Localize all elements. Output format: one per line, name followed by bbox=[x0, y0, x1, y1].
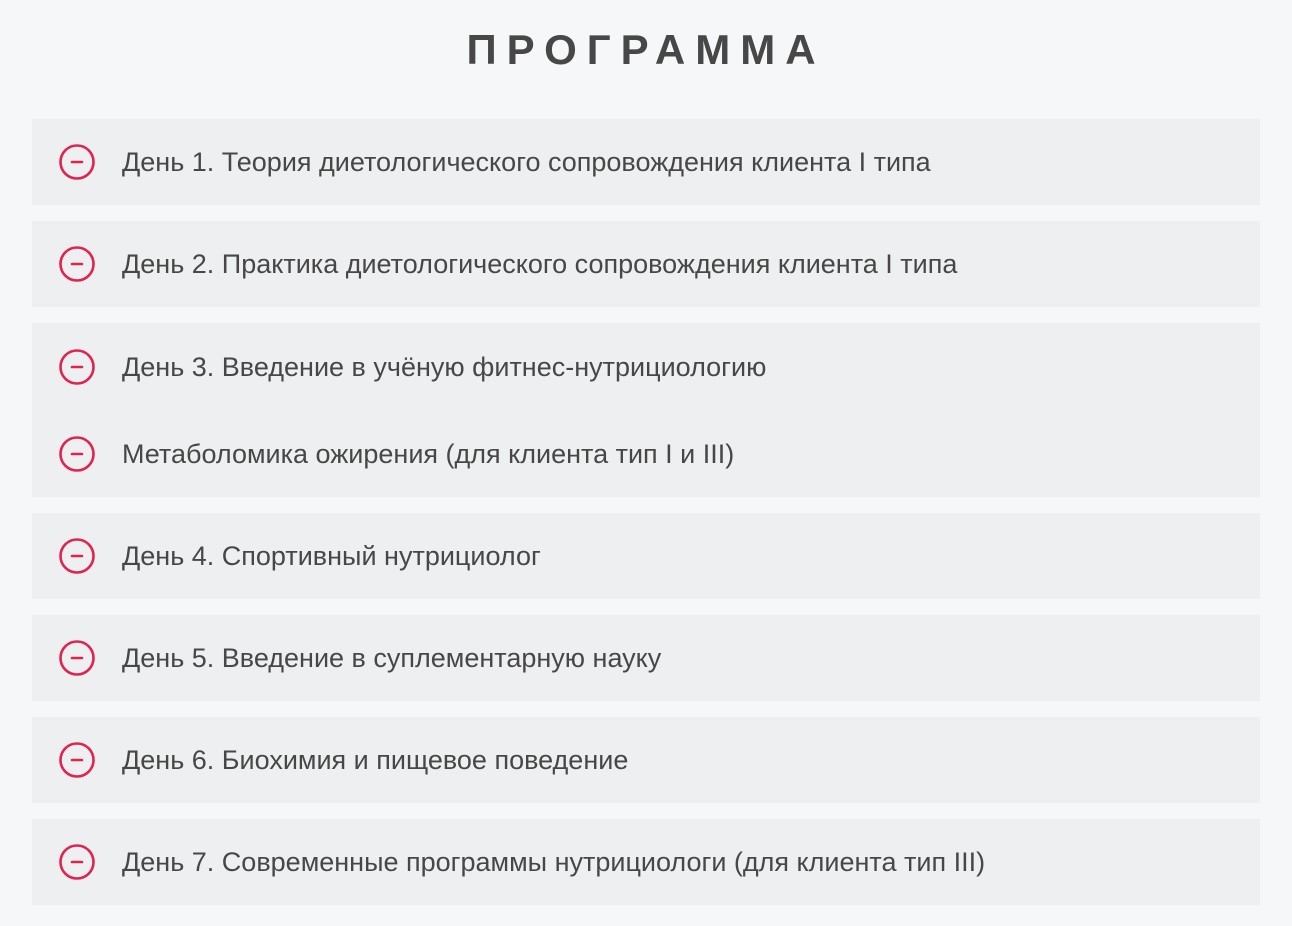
accordion-row[interactable] bbox=[32, 221, 1260, 307]
accordion-item-label: День 1. Теория диетологического сопровождения клиента I типа bbox=[122, 147, 931, 177]
accordion-item bbox=[32, 221, 1260, 307]
minus-circle-icon[interactable] bbox=[58, 639, 96, 677]
accordion-item bbox=[32, 323, 1260, 497]
accordion-row[interactable] bbox=[32, 410, 1260, 497]
accordion-item bbox=[32, 717, 1260, 803]
accordion-row[interactable] bbox=[32, 615, 1260, 701]
minus-circle-icon[interactable] bbox=[58, 843, 96, 881]
accordion-item-label: День 7. Современные программы нутрициологи (для клиента тип III) bbox=[122, 847, 986, 877]
minus-circle-icon[interactable] bbox=[58, 537, 96, 575]
page-title: ПРОГРАММА bbox=[466, 26, 826, 73]
accordion-row[interactable] bbox=[32, 717, 1260, 803]
accordion-item bbox=[32, 119, 1260, 205]
minus-circle-icon[interactable] bbox=[58, 741, 96, 779]
accordion-item-label: День 2. Практика диетологического сопровождения клиента I типа bbox=[122, 249, 958, 279]
accordion-row[interactable] bbox=[32, 513, 1260, 599]
minus-circle-icon[interactable] bbox=[58, 143, 96, 181]
accordion-row[interactable] bbox=[32, 819, 1260, 905]
accordion-row[interactable] bbox=[32, 323, 1260, 410]
accordion-item-label: День 5. Введение в суплементарную науку bbox=[122, 643, 662, 673]
accordion-item-label: День 3. Введение в учёную фитнес-нутрициологию bbox=[122, 351, 767, 382]
accordion-item-label: Метаболомика ожирения (для клиента тип I и III) bbox=[122, 438, 735, 469]
accordion-item bbox=[32, 819, 1260, 905]
accordion-row[interactable] bbox=[32, 119, 1260, 205]
minus-circle-icon[interactable] bbox=[58, 435, 96, 473]
program-accordion bbox=[32, 119, 1260, 921]
accordion-item-label: День 4. Спортивный нутрициолог bbox=[122, 541, 541, 571]
accordion-item bbox=[32, 615, 1260, 701]
accordion-item bbox=[32, 513, 1260, 599]
minus-circle-icon[interactable] bbox=[58, 245, 96, 283]
accordion-item-label: День 6. Биохимия и пищевое поведение bbox=[122, 745, 629, 775]
minus-circle-icon[interactable] bbox=[58, 348, 96, 386]
